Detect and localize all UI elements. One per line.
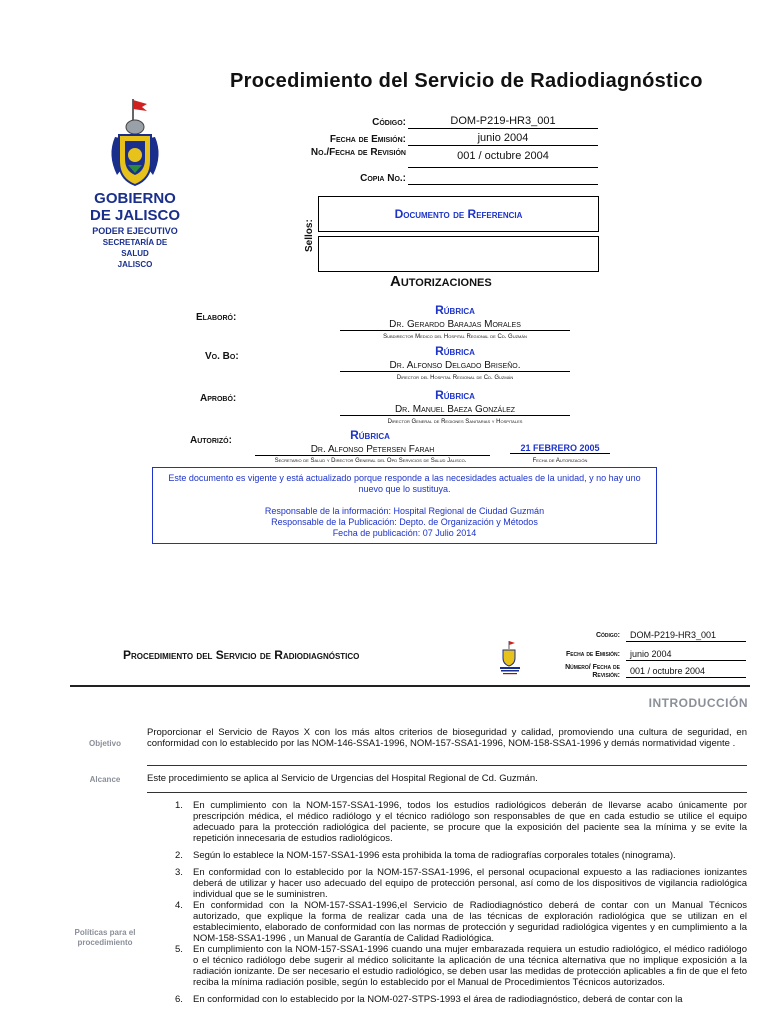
politica-number: 1.: [175, 800, 183, 811]
introduccion-heading: INTRODUCCIÓN: [648, 696, 748, 710]
signer-1-name: Dr. Gerardo Barajas Morales: [340, 319, 570, 331]
documento-referencia-text: Documento de Referencia: [394, 207, 523, 221]
politicas-label: Políticas para el procedimiento: [74, 928, 136, 947]
document-title: Procedimiento del Servicio de Radiodiagnóstico: [230, 70, 703, 92]
objetivo-divider: [147, 765, 747, 766]
copia-label: Copia No.:: [360, 173, 406, 184]
politica-number: 3.: [175, 867, 183, 878]
objetivo-text: Proporcionar el Servicio de Rayos X con los más altos criterios de bioseguridad y calidad, promoviendo una cultura de seguridad, en conformidad con lo establecido por las NOM-146-SSA1-1996, NOM-157-SSA1-1996, NOM-158-SSA1-1996 y demás normatividad vigente .: [147, 727, 747, 749]
notice-line-3: Responsable de la Publicación: Depto. de Organización y Métodos: [271, 517, 538, 527]
revision-label: No./Fecha de Revisión: [310, 147, 406, 158]
politica-number: 4.: [175, 900, 183, 911]
alcance-divider: [147, 792, 747, 793]
politica-number: 6.: [175, 994, 183, 1005]
rubrica-3: Rúbrica: [435, 388, 475, 402]
notice-line-2: Responsable de la información: Hospital Regional de Ciudad Guzmán: [264, 506, 545, 516]
p2-revision-label: Número/ Fecha de Revisión:: [565, 664, 620, 679]
page2-divider: [70, 685, 750, 687]
p2-codigo-label: Código:: [595, 632, 620, 639]
politica-item: [175, 800, 747, 844]
signer-1-title: Subdirector Medico del Hospital Regional de Cd. Guzmán: [383, 334, 527, 340]
sellos-box: [318, 236, 599, 272]
politica-number: 2.: [175, 850, 183, 861]
signer-2-name: Dr. Alfonso Delgado Briseño.: [340, 360, 570, 372]
coat-of-arms-icon: [95, 95, 175, 190]
vobo-label: Vo. Bo:: [205, 351, 239, 362]
signer-3-title: Director General de Regiones Sanitarias y Hospitales: [387, 419, 523, 425]
politica-text: En conformidad con lo establecido por la NOM-157-SSA1-1996, el personal ocupacional expuesto a las radiaciones ionizantes deberá de utilizar y hacer uso adecuado del equipo de protección personal, así como de los dispositivos de vigilancia radiológica individual que se le suministren.: [193, 867, 747, 900]
politica-item: [175, 944, 747, 988]
objetivo-label: Objetivo: [88, 739, 121, 748]
alcance-label: Alcance: [89, 775, 121, 784]
logo-jalisco-small-text: JALISCO: [117, 260, 153, 269]
politica-item: [175, 867, 747, 900]
politica-text: Según lo establece la NOM-157-SSA1-1996 esta prohibida la toma de radiografías corporales totales (ninograma).: [193, 850, 676, 861]
fecha-emision-label: Fecha de Emisión:: [329, 134, 406, 145]
alcance-text: Este procedimiento se aplica al Servicio de Urgencias del Hospital Regional de Cd. Guzmán.: [147, 773, 538, 784]
small-coat-of-arms-icon: [497, 640, 523, 676]
elaboro-label: Elaboró:: [196, 312, 237, 323]
p2-revision-value: 001 / octubre 2004: [626, 666, 746, 678]
signer-3-name: Dr. Manuel Baeza González: [340, 404, 570, 416]
rubrica-1: Rúbrica: [435, 303, 475, 317]
autorizo-label: Autorizó:: [190, 435, 232, 446]
politica-number: 5.: [175, 944, 183, 955]
politica-item: [175, 994, 747, 1005]
auth-date-label: Fecha de Autorización: [532, 458, 588, 464]
politica-item: [175, 900, 747, 944]
codigo-value: DOM-P219-HR3_001: [408, 115, 598, 129]
aprobo-label: Aprobó:: [200, 393, 237, 404]
vigencia-notice: [152, 467, 657, 544]
auth-date: 21 FEBRERO 2005: [510, 443, 610, 454]
p2-fecha-value: junio 2004: [626, 649, 746, 661]
politica-text: En cumplimiento con la NOM-157-SSA1-1996 cuando una mujer embarazada requiera un estudio radiológico, el médico radiólogo o el técnico radiólogo debe sugerir al médico solicitante la aplicación de una técnica alternativa que no implique exposición a la radiación ionizante. De ser necesario el estudio radiológico, se deben usar las medidas de protección aplicables a fin de que el feto reciba la mínima radiación posible, según lo establecido por el Manual de Procedimientos Técnicos autorizados.: [193, 944, 747, 988]
p2-fecha-label: Fecha de Emisión:: [565, 651, 620, 658]
p2-codigo-value: DOM-P219-HR3_001: [626, 630, 746, 642]
signer-2-title: Director del Hospital Regional de Cd. Guzmán: [396, 375, 514, 381]
logo-poder-text: PODER EJECUTIVO: [92, 226, 178, 236]
copia-value: [408, 171, 598, 185]
politica-text: En cumplimiento con la NOM-157-SSA1-1996, todos los estudios radiológicos deberán de llevarse acabo únicamente por prescripción médica, el médico radiólogo y el técnico radiólogo son responsables de que en cada estudio se utilice el equipo adecuado para la protección radiológica del paciente, se procure que la exposición del paciente sea la mínima y se evite la repetición innecesaria de estudios radiológicos.: [193, 800, 747, 844]
documento-referencia-box: [318, 196, 599, 232]
politica-text: En conformidad con la NOM-157-SSA1-1996,el Servicio de Radiodiagnóstico deberá de contar con un Manual Técnicos autorizado, que explique la forma de realizar cada una de las técnicas de exploración radiológica que se utilizan en el establecimiento, elaborado de conformidad con las normas de protección y seguridad radiológica vigentes y en cumplimiento a la NOM-158-SSA1-1996 , un Manual de Garantía de Calidad Radiológica.: [193, 900, 747, 944]
gobierno-jalisco-logo: [70, 95, 200, 269]
politicas-list: [175, 800, 747, 1005]
logo-secretaria-text: SECRETARÍA DE: [102, 238, 168, 247]
signer-4-title: Secretario de Salud y Director General del Opd Servicios de Salud Jalisco.: [274, 458, 467, 464]
page2-title: Procedimiento del Servicio de Radiodiagnóstico: [123, 648, 360, 662]
rubrica-4: Rúbrica: [350, 428, 390, 442]
notice-line-1: Este documento es vigente y está actualizado porque responde a las necesidades actuales de la unidad, y no hay uno nuevo que lo sustituya.: [168, 473, 641, 494]
notice-line-4: Fecha de publicación: 07 Julio 2014: [332, 528, 477, 538]
fecha-emision-value: junio 2004: [408, 132, 598, 146]
politica-text: En conformidad con lo establecido por la NOM-027-STPS-1993 el área de radiodiagnóstico, deberá de contar con la: [193, 994, 683, 1005]
logo-salud-text: SALUD: [121, 249, 149, 258]
signer-4-name: Dr. Alfonso Petersen Farah: [255, 444, 490, 456]
rubrica-2: Rúbrica: [435, 344, 475, 358]
politica-item: [175, 850, 747, 861]
codigo-label: Código:: [372, 117, 406, 128]
autorizaciones-title: Autorizaciones: [390, 273, 492, 290]
revision-value: 001 / octubre 2004: [408, 150, 598, 168]
logo-gobierno-text: GOBIERNO: [94, 190, 176, 207]
sellos-label: Sellos:: [304, 219, 315, 252]
logo-jalisco-text: DE JALISCO: [89, 207, 180, 224]
